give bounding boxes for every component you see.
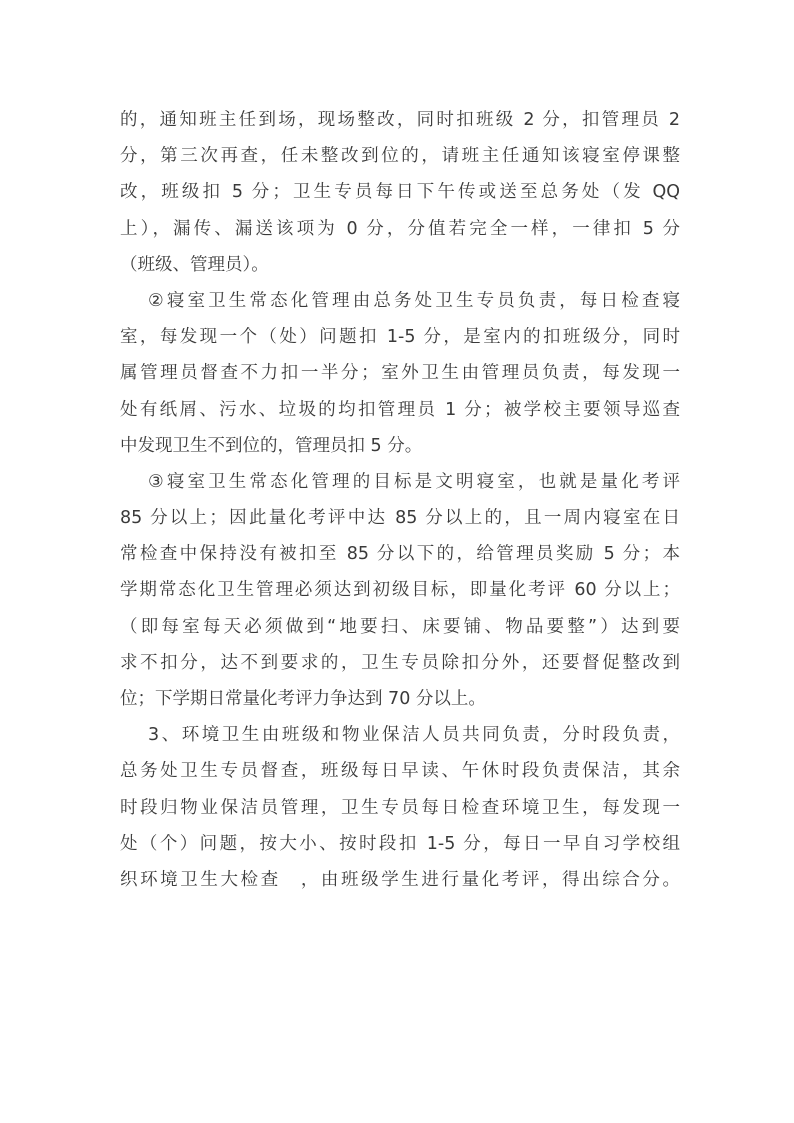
- body-text: [120, 102, 680, 898]
- paragraph-start-line: 3、环境卫生由班级和物业保洁人员共同负责，分时段负责，: [148, 725, 680, 746]
- paragraph-start-line: ③寝室卫生常态化管理的目标是文明寝室，也就是量化考评: [148, 471, 680, 492]
- text-line: 处有纸屑、污水、垃圾的均扣管理员 1 分；被学校主要领导巡查: [120, 399, 680, 420]
- text-line: 学期常态化卫生管理必须达到初级目标，即量化考评 60 分以上；: [120, 580, 680, 601]
- text-line: 上），漏传、漏送该项为 0 分，分值若完全一样，一律扣 5 分: [120, 218, 680, 239]
- text-line: （即每室每天必须做到“地要扫、床要铺、物品要整”）达到要: [120, 616, 680, 637]
- text-line: 时段归物业保洁员管理，卫生专员每日检查环境卫生，每发现一: [120, 797, 680, 818]
- text-line: 常检查中保持没有被扣至 85 分以下的，给管理员奖励 5 分；本: [120, 544, 680, 565]
- text-line: 求不扣分，达不到要求的，卫生专员除扣分外，还要督促整改到: [120, 652, 680, 673]
- text-line: 室，每发现一个（处）问题扣 1-5 分，是室内的扣班级分，同时: [120, 327, 680, 348]
- text-line: 的，通知班主任到场，现场整改，同时扣班级 2 分，扣管理员 2: [120, 110, 680, 130]
- text-line: 85 分以上；因此量化考评中达 85 分以上的，且一周内寝室在日: [120, 508, 680, 529]
- text-line: 改，班级扣 5 分；卫生专员每日下午传或送至总务处（发 QQ: [120, 182, 680, 203]
- text-line: 位；下学期日常量化考评力争达到 70 分以上。: [120, 689, 486, 709]
- text-line: 中发现卫生不到位的，管理员扣 5 分。: [120, 435, 423, 456]
- text-line: 属管理员督查不力扣一半分；室外卫生由管理员负责，每发现一: [120, 363, 680, 384]
- text-line: 总务处卫生专员督查，班级每日早读、午休时段负责保洁，其余: [120, 761, 680, 782]
- text-line: （班级、管理员）。: [120, 254, 269, 275]
- paragraph-start-line: ②寝室卫生常态化管理由总务处卫生专员负责，每日检查寝: [148, 290, 680, 311]
- text-line: 织环境卫生大检查 ，由班级学生进行量化考评，得出综合分。: [120, 869, 680, 890]
- text-line: 处（个）问题，按大小、按时段扣 1-5 分，每日一早自习学校组: [120, 833, 680, 854]
- text-line: 分，第三次再查，任未整改到位的，请班主任通知该寝室停课整: [120, 146, 680, 167]
